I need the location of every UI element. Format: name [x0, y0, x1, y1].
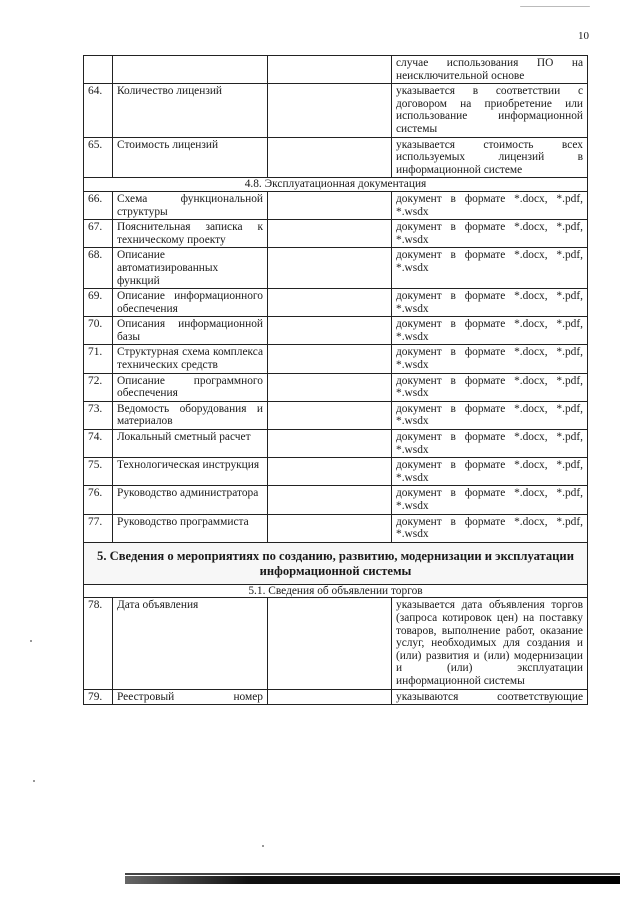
row-empty-cell — [268, 220, 392, 248]
scan-speck — [262, 845, 264, 847]
requirements-table — [83, 55, 588, 705]
row-empty-cell — [268, 317, 392, 345]
row-empty-cell — [268, 514, 392, 542]
row-value: документ в формате *.docx, *.pdf, *.wsdx — [392, 289, 588, 317]
row-empty-cell — [268, 373, 392, 401]
row-empty-cell — [268, 689, 392, 705]
row-number: 78. — [84, 598, 113, 689]
section-heading-row — [84, 178, 588, 192]
row-value: документ в формате *.docx, *.pdf, *.wsdx — [392, 458, 588, 486]
table-row — [84, 220, 588, 248]
table-row — [84, 373, 588, 401]
row-name: Руководство администратора — [113, 486, 268, 514]
row-name: Дата объявления — [113, 598, 268, 689]
table-row — [84, 191, 588, 219]
row-value: случае использования ПО на неисключительной основе — [392, 56, 588, 84]
chapter-title: 5. Сведения о мероприятиях по созданию, развитию, модернизации и эксплуатации информационной системы — [84, 542, 588, 584]
scan-speck — [33, 780, 35, 782]
row-number: 68. — [84, 248, 113, 289]
row-empty-cell — [268, 137, 392, 178]
row-number: 65. — [84, 137, 113, 178]
row-value: указывается стоимость всех используемых лицензий в информационной системе — [392, 137, 588, 178]
chapter-heading-row — [84, 542, 588, 584]
row-number: 79. — [84, 689, 113, 705]
table-row — [84, 289, 588, 317]
row-empty-cell — [268, 84, 392, 137]
table-row — [84, 598, 588, 689]
row-value: документ в формате *.docx, *.pdf, *.wsdx — [392, 430, 588, 458]
row-number: 74. — [84, 430, 113, 458]
table-row — [84, 689, 588, 705]
table-row — [84, 345, 588, 373]
row-number: 70. — [84, 317, 113, 345]
row-name: Описание автоматизированных функций — [113, 248, 268, 289]
row-value: документ в формате *.docx, *.pdf, *.wsdx — [392, 317, 588, 345]
row-name: Схема функциональной структуры — [113, 191, 268, 219]
section-title: 4.8. Эксплуатационная документация — [84, 178, 588, 192]
row-number: 76. — [84, 486, 113, 514]
row-empty-cell — [268, 458, 392, 486]
table-row — [84, 84, 588, 137]
row-empty-cell — [268, 486, 392, 514]
row-number: 69. — [84, 289, 113, 317]
table-row — [84, 56, 588, 84]
row-name: Технологическая инструкция — [113, 458, 268, 486]
row-name: Описание информационного обеспечения — [113, 289, 268, 317]
scan-speck — [520, 6, 590, 7]
table-row — [84, 486, 588, 514]
row-number: 72. — [84, 373, 113, 401]
row-name: Описание программного обеспечения — [113, 373, 268, 401]
row-value: документ в формате *.docx, *.pdf, *.wsdx — [392, 514, 588, 542]
row-name: Ведомость оборудования и материалов — [113, 401, 268, 429]
table-row — [84, 401, 588, 429]
table-body — [84, 56, 588, 705]
row-number — [84, 56, 113, 84]
row-value: документ в формате *.docx, *.pdf, *.wsdx — [392, 220, 588, 248]
row-number: 73. — [84, 401, 113, 429]
row-empty-cell — [268, 345, 392, 373]
table-row — [84, 137, 588, 178]
section-heading-row — [84, 584, 588, 598]
row-number: 64. — [84, 84, 113, 137]
row-name: Структурная схема комплекса технических средств — [113, 345, 268, 373]
section-title: 5.1. Сведения об объявлении торгов — [84, 584, 588, 598]
row-empty-cell — [268, 430, 392, 458]
scan-speck — [30, 640, 32, 642]
row-name: Руководство программиста — [113, 514, 268, 542]
row-name: Реестровый номер — [113, 689, 268, 705]
row-empty-cell — [268, 289, 392, 317]
row-number: 75. — [84, 458, 113, 486]
row-name: Количество лицензий — [113, 84, 268, 137]
table-row — [84, 317, 588, 345]
row-value: документ в формате *.docx, *.pdf, *.wsdx — [392, 345, 588, 373]
row-value: указываются соответствующие — [392, 689, 588, 705]
row-value: указывается в соответствии с договором на приобретение или использование информационной системы — [392, 84, 588, 137]
table-row — [84, 458, 588, 486]
page-number: 10 — [578, 30, 589, 42]
row-number: 77. — [84, 514, 113, 542]
row-empty-cell — [268, 401, 392, 429]
row-empty-cell — [268, 598, 392, 689]
table-row — [84, 514, 588, 542]
row-value: документ в формате *.docx, *.pdf, *.wsdx — [392, 486, 588, 514]
row-value: документ в формате *.docx, *.pdf, *.wsdx — [392, 191, 588, 219]
row-value: указывается дата объявления торгов (запроса котировок цен) на поставку товаров, выполнение работ, оказание услуг, необходимых для создания и (или) развития и (или) модернизации и (или) эксплуатации информационной системы — [392, 598, 588, 689]
row-name: Стоимость лицензий — [113, 137, 268, 178]
row-number: 67. — [84, 220, 113, 248]
row-value: документ в формате *.docx, *.pdf, *.wsdx — [392, 248, 588, 289]
row-name: Описания информационной базы — [113, 317, 268, 345]
row-empty-cell — [268, 56, 392, 84]
row-name — [113, 56, 268, 84]
table-row — [84, 430, 588, 458]
row-name: Пояснительная записка к техническому проекту — [113, 220, 268, 248]
row-number: 66. — [84, 191, 113, 219]
row-number: 71. — [84, 345, 113, 373]
row-empty-cell — [268, 191, 392, 219]
table-row — [84, 248, 588, 289]
scan-edge-line — [125, 873, 620, 875]
row-empty-cell — [268, 248, 392, 289]
scan-edge-shadow — [125, 876, 620, 884]
row-value: документ в формате *.docx, *.pdf, *.wsdx — [392, 401, 588, 429]
row-value: документ в формате *.docx, *.pdf, *.wsdx — [392, 373, 588, 401]
row-name: Локальный сметный расчет — [113, 430, 268, 458]
